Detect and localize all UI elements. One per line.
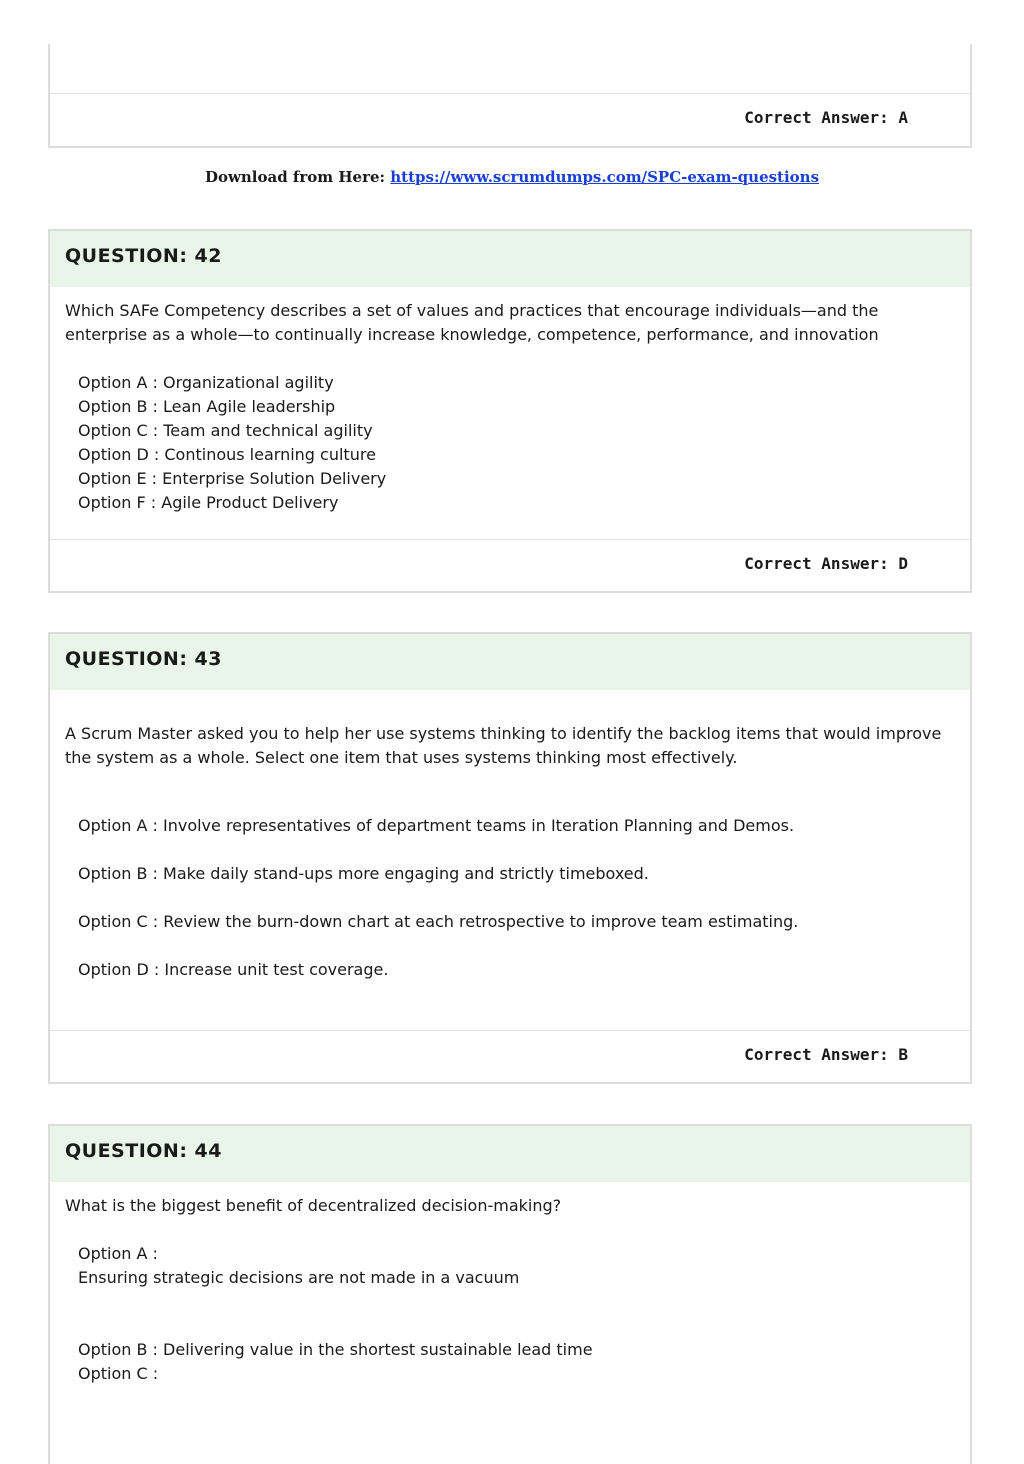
option-a-text: Ensuring strategic decisions are not made in a vacuum [78, 1268, 520, 1287]
option-c: Option C : [78, 1364, 159, 1383]
question-text: Which SAFe Competency describes a set of values and practices that encourage individuals—and the enterprise as a whole—to continually increase knowledge, competence, performance, and innovation [65, 301, 879, 344]
correct-answer: Correct Answer: B [50, 1030, 970, 1082]
correct-answer: Correct Answer: D [50, 539, 970, 591]
download-link[interactable]: https://www.scrumdumps.com/SPC-exam-questions [390, 168, 820, 186]
question-card-43 [48, 632, 972, 1084]
question-title: QUESTION: 44 [50, 1126, 970, 1182]
option-d: Option D : Increase unit test coverage. [78, 960, 389, 979]
option-a: Option A : Involve representatives of department teams in Iteration Planning and Demos. [78, 816, 795, 835]
download-label: Download from Here: [204, 168, 391, 186]
option-f: Option F : Agile Product Delivery [78, 493, 339, 512]
question-title: QUESTION: 42 [50, 231, 970, 287]
option-b: Option B : Delivering value in the shortest sustainable lead time [78, 1340, 593, 1359]
question-card-41-tail [48, 44, 972, 148]
question-card-44 [48, 1124, 972, 1464]
option-a: Option A : Organizational agility [78, 373, 334, 392]
question-title: QUESTION: 43 [50, 634, 970, 690]
option-c: Option C : Team and technical agility [78, 421, 373, 440]
option-b: Option B : Lean Agile leadership [78, 397, 336, 416]
option-c: Option C : Review the burn-down chart at each retrospective to improve team estimating. [78, 912, 799, 931]
option-e: Option E : Enterprise Solution Delivery [78, 469, 387, 488]
option-d: Option D : Continous learning culture [78, 445, 376, 464]
option-b: Option B : Make daily stand-ups more engaging and strictly timeboxed. [78, 864, 649, 883]
download-line [0, 168, 1024, 186]
question-text: What is the biggest benefit of decentralized decision-making? [65, 1196, 562, 1215]
question-text: A Scrum Master asked you to help her use systems thinking to identify the backlog items that would improve the system as a whole. Select one item that uses systems thinking most effectively. [65, 724, 942, 767]
question-card-42 [48, 229, 972, 593]
correct-answer: Correct Answer: A [50, 93, 970, 145]
option-a: Option A : [78, 1244, 158, 1263]
